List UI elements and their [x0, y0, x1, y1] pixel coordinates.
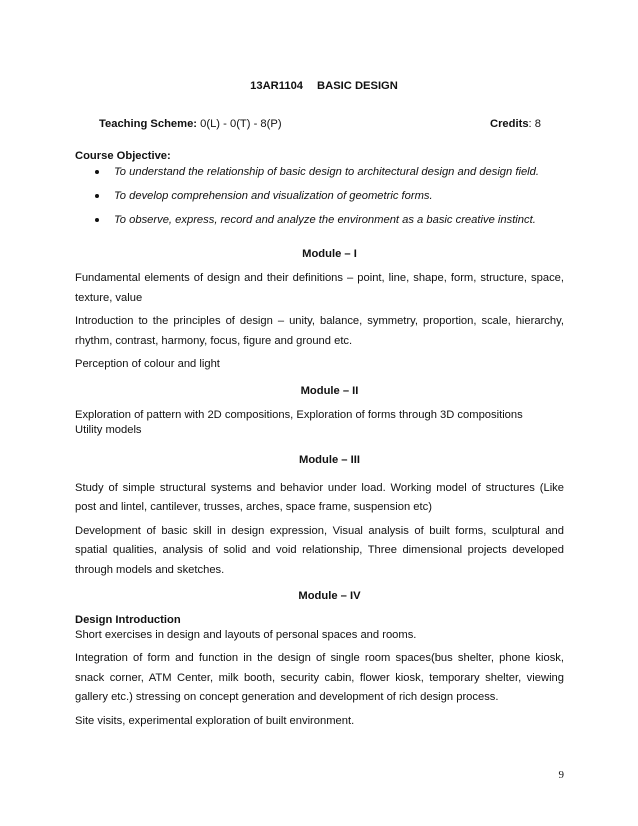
course-title — [0, 80, 638, 92]
module-subheading: Design Introduction — [75, 614, 181, 626]
module-paragraph: Exploration of pattern with 2D compositions, Exploration of forms through 3D compositions — [75, 408, 523, 421]
course-objective-label: Course Objective: — [75, 150, 171, 162]
module-paragraph: Perception of colour and light — [75, 358, 220, 370]
teaching-scheme-value: 0(L) - 0(T) - 8(P) — [200, 118, 282, 130]
module-paragraph: Integration of form and function in the design of single room spaces(bus shelter, phone kiosk, snack corner, ATM Center, milk booth, security cabin, flower kiosk, temporary shelter, viewing gallery etc.) stressing on concept generation and development of rich design process. — [75, 652, 564, 703]
module-paragraph: Study of simple structural systems and behavior under load. Working model of structures (Like post and lintel, cantilever, trusses, arches, space frame, suspension etc) — [75, 481, 564, 513]
module-paragraph: Fundamental elements of design and their definitions – point, line, shape, form, structure, space, texture, value — [75, 272, 564, 304]
module-heading: Module – III — [299, 453, 360, 466]
credits-value: : 8 — [528, 118, 541, 130]
teaching-scheme — [99, 118, 282, 130]
module-paragraph: Utility models — [75, 423, 142, 436]
page-number: 9 — [558, 769, 564, 781]
module-paragraph: Introduction to the principles of design – unity, balance, symmetry, proportion, scale, hierarchy, rhythm, contrast, harmony, focus, figure and ground etc. — [75, 315, 564, 347]
objective-item: To develop comprehension and visualization of geometric forms. — [75, 190, 564, 203]
module-paragraph: Development of basic skill in design expression, Visual analysis of built forms, sculptural and spatial qualities, analysis of solid and void relationship, Three dimensional projects developed through models and sketches. — [75, 524, 564, 576]
credits-label: Credits — [490, 118, 529, 130]
module-heading: Module – IV — [298, 590, 361, 602]
modules-section — [75, 248, 564, 731]
module-paragraph: Short exercises in design and layouts of personal spaces and rooms. — [75, 629, 417, 641]
course-code: 13AR1104 — [250, 80, 304, 92]
teaching-scheme-label: Teaching Scheme: — [99, 118, 198, 130]
course-name: BASIC DESIGN — [317, 80, 398, 92]
objective-item: To understand the relationship of basic design to architectural design and design field. — [75, 166, 564, 179]
module-heading: Module – II — [300, 384, 359, 397]
module-paragraph: Site visits, experimental exploration of built environment. — [75, 714, 355, 727]
course-objective-list — [75, 166, 564, 238]
objective-item: To observe, express, record and analyze the environment as a basic creative instinct. — [75, 214, 564, 227]
module-heading: Module – I — [302, 248, 357, 260]
credits — [490, 118, 541, 130]
